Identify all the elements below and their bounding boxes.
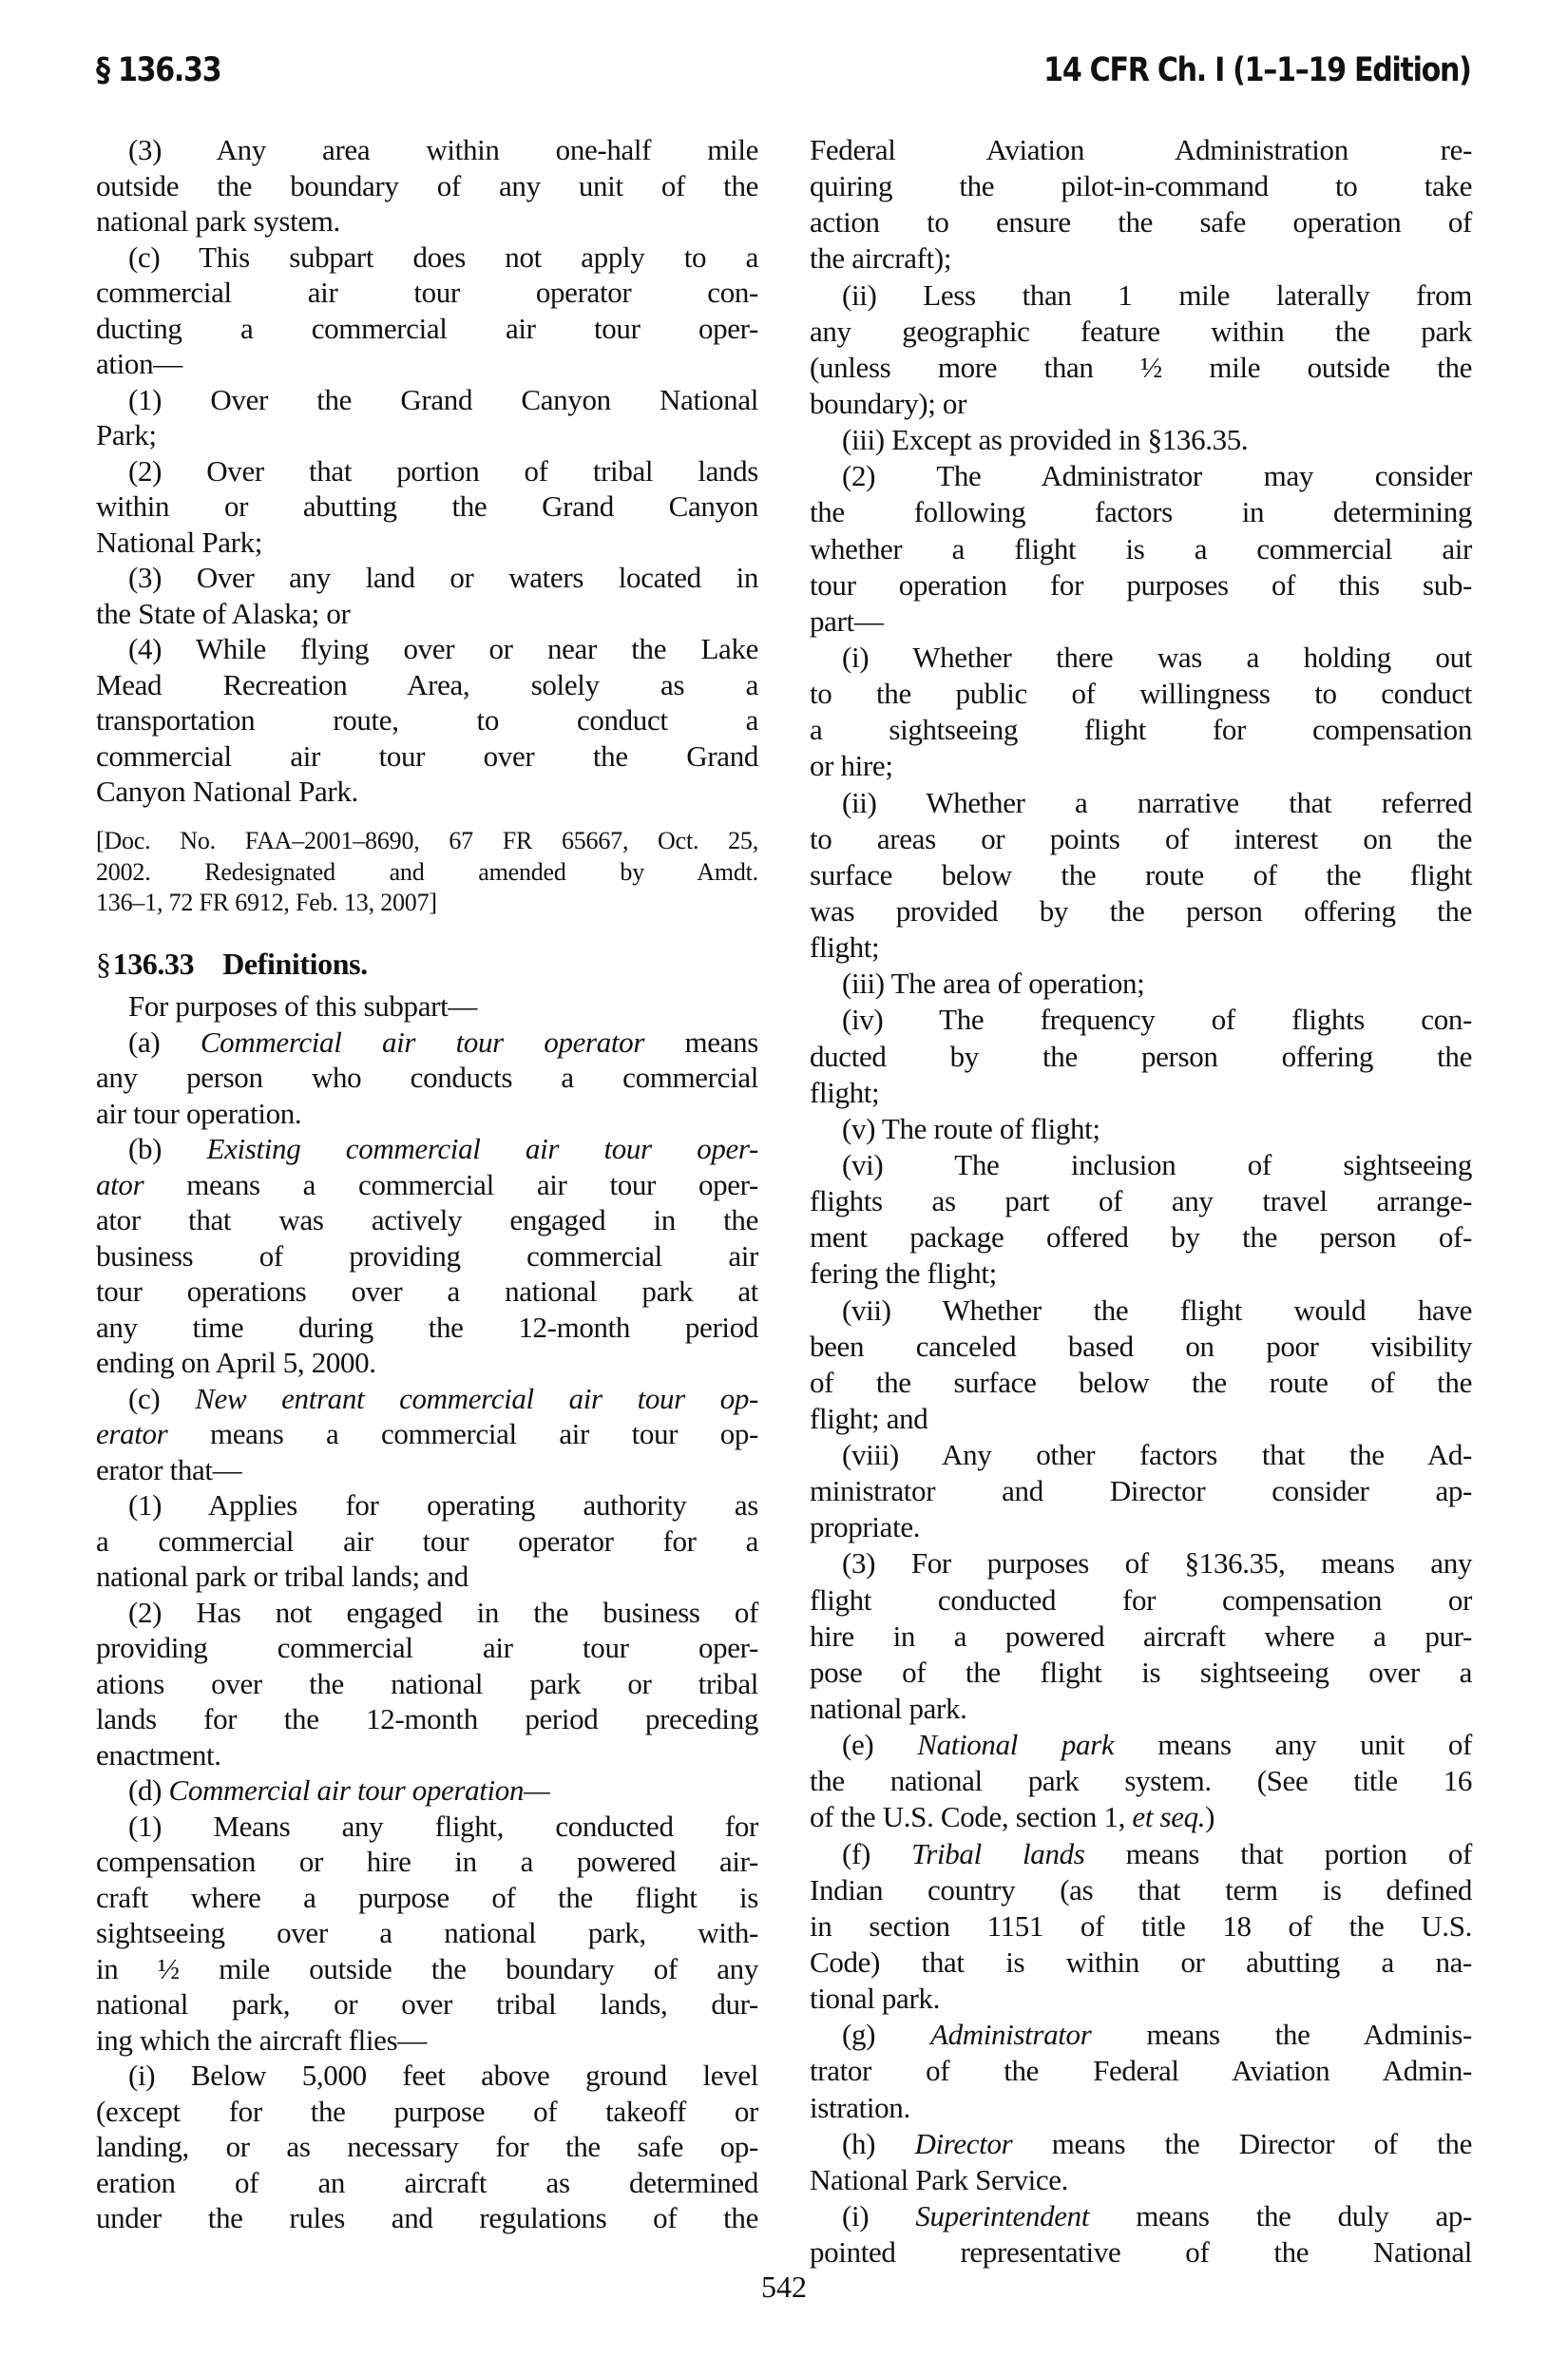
definitions-text (96, 988, 758, 2236)
defined-term: Tribal lands (911, 1836, 1085, 1870)
text-line: been canceled based on poor visibility (810, 1329, 1472, 1363)
defined-term: et seq. (1132, 1800, 1206, 1834)
text-line: (iii) Except as provided in §136.35. (842, 423, 1249, 457)
line-prefix: (e) (842, 1728, 918, 1762)
section-symbol: § (96, 947, 111, 981)
defined-term: ator (96, 1167, 144, 1201)
text-line: (ii) Less than 1 mile laterally from (842, 278, 1472, 312)
text-line: ducting a commercial air tour oper- (96, 311, 758, 345)
text-line: (2) The Administrator may consider (842, 459, 1472, 493)
text-line (96, 1416, 758, 1452)
text-line: lands for the 12-month period preceding (96, 1702, 758, 1735)
text-line: Park; (96, 418, 157, 451)
text-line: ation— (96, 347, 182, 380)
text-line: (3) For purposes of §136.35, means any (842, 1546, 1472, 1581)
text-line: (v) The route of flight; (842, 1111, 1100, 1145)
text-line: in section 1151 of title 18 of the U.S. (810, 1908, 1472, 1943)
text-line: propriate. (810, 1510, 921, 1544)
text-line: any person who conducts a commercial (96, 1061, 758, 1094)
text-line: business of providing commercial air (96, 1238, 758, 1273)
line-suffix: means any unit of (1114, 1728, 1472, 1762)
text-line: any geographic feature within the park (810, 314, 1472, 348)
right-column-text (810, 132, 1472, 2271)
text-line: (i) Whether there was a holding out (842, 640, 1472, 674)
text-line: the national park system. (See title 16 (810, 1764, 1472, 1798)
text-line: (i) Below 5,000 feet above ground level (128, 2059, 758, 2092)
text-line: outside the boundary of any unit of the (96, 168, 758, 202)
text-line (810, 1799, 1472, 1835)
text-line: quiring the pilot-in-command to take (810, 169, 1472, 203)
text-line (96, 1381, 758, 1417)
text-line: Indian country (as that term is defined (810, 1872, 1472, 1907)
text-line: national park system. (96, 204, 340, 238)
text-line: sightseeing over a national park, with- (96, 1916, 758, 1949)
text-line (96, 1167, 758, 1203)
text-line: ducted by the person offering the (810, 1039, 1472, 1073)
text-line: ministrator and Director consider ap- (810, 1474, 1472, 1508)
text-line: under the rules and regulations of the (96, 2201, 758, 2234)
text-line: (3) Any area within one-half mile (128, 133, 758, 166)
text-line: pointed representative of the National (810, 2235, 1472, 2270)
text-line (810, 2126, 1472, 2162)
text-line: flight; and (810, 1401, 928, 1435)
line-suffix: ) (1205, 1800, 1215, 1834)
text-line: (2) Over that portion of tribal lands (128, 453, 758, 488)
text-line: national park. (810, 1692, 967, 1726)
text-line (96, 1131, 758, 1167)
defined-term: Administrator (930, 2018, 1092, 2052)
line-prefix: (b) (128, 1132, 207, 1165)
line-prefix: (d) (128, 1773, 169, 1807)
text-line: flight; (810, 930, 880, 965)
text-line: the following factors in determining (810, 495, 1472, 529)
text-line: ations over the national park or tribal (96, 1666, 758, 1700)
text-line: landing, or as necessary for the safe op- (96, 2130, 758, 2163)
text-line: (4) While flying over or near the Lake (128, 632, 758, 665)
line-prefix: (g) (842, 2018, 930, 2052)
text-line: 2002. Redesignated and amended by Amdt. (96, 857, 758, 886)
text-line: craft where a purpose of the flight is (96, 1880, 758, 1914)
text-line: eration of an aircraft as determined (96, 2165, 758, 2199)
line-suffix: means the Adminis- (1091, 2018, 1472, 2052)
running-head-section: § 136.33 (96, 51, 221, 89)
text-line: (iv) The frequency of flights con- (842, 1003, 1472, 1037)
text-line: (ii) Whether a narrative that referred (842, 785, 1472, 819)
line-suffix: means that portion of (1084, 1836, 1472, 1870)
defined-term: Commercial air tour operation— (168, 1773, 550, 1807)
text-line (810, 1727, 1472, 1763)
text-line: (1) Over the Grand Canyon National (128, 382, 758, 416)
text-line: (iii) The area of operation; (842, 967, 1145, 1001)
text-line: within or abutting the Grand Canyon (96, 489, 758, 523)
text-line: tour operations over a national park at (96, 1274, 758, 1308)
text-line: compensation or hire in a powered air- (96, 1845, 758, 1878)
text-line (96, 1025, 758, 1061)
text-line: Code) that is within or abutting a na- (810, 1945, 1472, 1980)
text-line: flight conducted for compensation or (810, 1582, 1472, 1617)
text-line: national park or tribal lands; and (96, 1560, 468, 1593)
text-line: tour operation for purposes of this sub- (810, 567, 1472, 602)
text-line: flights as part of any travel arrange- (810, 1184, 1472, 1218)
defined-term: Commercial air tour operator (200, 1025, 645, 1059)
line-prefix: (c) (128, 1381, 196, 1415)
text-line: was provided by the person offering the (810, 893, 1472, 928)
text-line: National Park Service. (810, 2162, 1069, 2196)
text-line: (c) This subpart does not apply to a (128, 240, 758, 274)
line-prefix: of the U.S. Code, section 1, (810, 1800, 1133, 1834)
text-line: (2) Has not engaged in the business of (128, 1595, 758, 1629)
section-number: 136.33 (112, 947, 195, 981)
text-line: surface below the route of the flight (810, 857, 1472, 891)
text-line: National Park; (96, 525, 263, 559)
line-suffix: means the duly ap- (1089, 2199, 1472, 2233)
text-line (810, 1836, 1472, 1872)
text-line: boundary); or (810, 386, 967, 420)
text-line: to areas or points of interest on the (810, 821, 1472, 855)
text-line: air tour operation. (96, 1096, 302, 1130)
text-line: to the public of willingness to conduct (810, 677, 1472, 711)
text-line: commercial air tour operator con- (96, 276, 758, 309)
section-title: Definitions. (222, 947, 368, 981)
text-line: transportation route, to conduct a (96, 703, 758, 737)
text-line (810, 2017, 1472, 2053)
text-line: ing which the aircraft flies— (96, 2022, 427, 2057)
text-line: a sightseeing flight for compensation (810, 713, 1472, 747)
text-line: (except for the purpose of takeoff or (96, 2094, 758, 2128)
text-line: trator of the Federal Aviation Admin- (810, 2054, 1472, 2088)
text-line: Mead Recreation Area, solely as a (96, 667, 758, 701)
page-number: 542 (761, 2270, 807, 2304)
line-prefix: (h) (842, 2126, 915, 2160)
text-line: whether a flight is a commercial air (810, 531, 1472, 565)
line-prefix: (i) (842, 2199, 916, 2233)
text-line: commercial air tour over the Grand (96, 738, 758, 773)
text-line: Canyon National Park. (96, 775, 358, 808)
text-line: (3) Over any land or waters located in (128, 561, 758, 594)
text-line (810, 2198, 1472, 2234)
defined-term: Director (914, 2126, 1013, 2160)
running-head-edition: 14 CFR Ch. I (1–1–19 Edition) (1043, 51, 1471, 89)
text-line: ment package offered by the person of- (810, 1220, 1472, 1255)
line-suffix: means the Director of the (1012, 2126, 1472, 2160)
line-prefix: (f) (842, 1836, 912, 1870)
text-line: of the surface below the route of the (810, 1365, 1472, 1399)
text-line: a commercial air tour operator for a (96, 1523, 758, 1558)
text-line: providing commercial air tour oper- (96, 1631, 758, 1664)
text-line: the State of Alaska; or (96, 596, 351, 630)
text-line: action to ensure the safe operation of (810, 205, 1472, 240)
section-heading (96, 947, 368, 982)
line-suffix: means a commercial air tour oper- (143, 1167, 758, 1201)
text-line: (vii) Whether the flight would have (842, 1293, 1472, 1327)
text-line: hire in a powered aircraft where a pur- (810, 1619, 1472, 1653)
defined-term: Existing commercial air tour oper- (206, 1132, 758, 1165)
text-line: [Doc. No. FAA–2001–8690, 67 FR 65667, Oct. 25, (96, 827, 758, 854)
text-line: or hire; (810, 749, 893, 783)
defined-term: Superintendent (915, 2199, 1090, 2233)
text-line: (1) Applies for operating authority as (128, 1488, 758, 1522)
line-suffix: means (644, 1025, 758, 1059)
text-line: tional park. (810, 1982, 940, 2016)
text-line: flight; (810, 1075, 880, 1109)
text-line: any time during the 12-month period (96, 1310, 758, 1344)
text-line: (vi) The inclusion of sightseeing (842, 1147, 1472, 1181)
text-line: Federal Aviation Administration re- (810, 133, 1472, 166)
text-line: (unless more than ½ mile outside the (810, 350, 1472, 384)
defined-term: erator (96, 1417, 168, 1450)
text-line: part— (810, 604, 884, 638)
text-line: pose of the flight is sightseeing over a (810, 1655, 1472, 1689)
line-suffix: means a commercial air tour op- (167, 1417, 758, 1450)
text-line (96, 1772, 758, 1809)
text-line: istration. (810, 2090, 910, 2124)
line-prefix: (a) (128, 1025, 201, 1059)
text-line: ator that was actively engaged in the (96, 1203, 758, 1236)
text-line: erator that— (96, 1452, 242, 1486)
text-line: (1) Means any flight, conducted for (128, 1809, 758, 1843)
text-line: ending on April 5, 2000. (96, 1346, 376, 1379)
text-line: national park, or over tribal lands, dur- (96, 1987, 758, 2021)
text-line: 136–1, 72 FR 6912, Feb. 13, 2007] (96, 889, 437, 916)
text-line: the aircraft); (810, 241, 952, 276)
text-line: fering the flight; (810, 1256, 997, 1291)
amendment-citation (96, 826, 758, 919)
left-column-continued-text (96, 132, 758, 810)
text-line: in ½ mile outside the boundary of any (96, 1951, 758, 1985)
text-line: enactment. (96, 1737, 221, 1772)
defined-term: National park (917, 1728, 1115, 1762)
text-line: (viii) Any other factors that the Ad- (842, 1438, 1472, 1472)
defined-term: New entrant commercial air tour op- (195, 1381, 759, 1415)
text-line: For purposes of this subpart— (128, 989, 477, 1023)
